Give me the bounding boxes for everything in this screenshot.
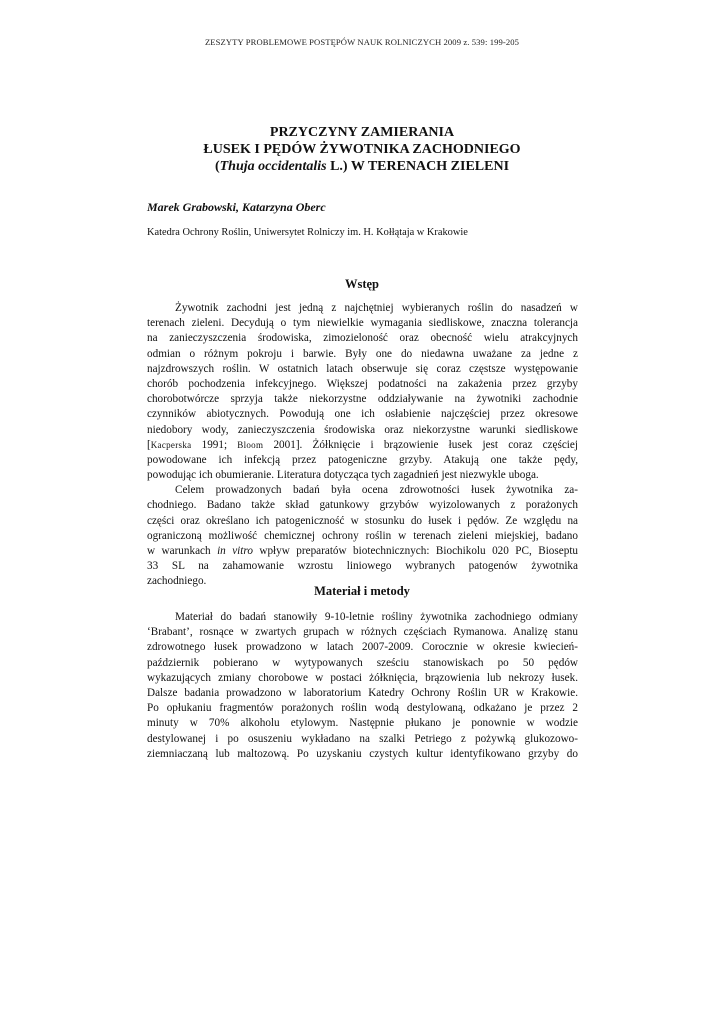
body-line: czynników abiotycznych. Powodują one ich osłabienie najczęściej przez okresowe	[147, 408, 578, 421]
title-line-1: PRZYCZYNY ZAMIERANIA	[269, 125, 455, 140]
in-vitro-pre: w warunkach	[147, 545, 218, 557]
affiliation: Katedra Ochrony Roślin, Uniwersytet Rolniczy im. H. Kołłątaja w Krakowie	[147, 227, 468, 238]
body-line: powodowane ich infekcją przez patogeniczne grzyby. Atakują one także pędy,	[147, 453, 578, 466]
section-wstep-body	[147, 301, 578, 590]
body-line: części oraz określano ich patogeniczność w stosunku do łusek i pędów. Ze względu na	[147, 514, 578, 527]
body-line: 33 SL na zahamowanie wzrostu liniowego wybranych patogenów żywotnika	[147, 560, 578, 573]
title-paren-open: (	[214, 159, 220, 174]
body-line-in-vitro	[147, 544, 578, 559]
body-line: minuty w 70% alkoholu etylowym. Następnie płukano je ponownie w wodzie	[147, 717, 578, 730]
body-line: destylowanej i po osuszeniu wykładano na szalki Petriego z pożywką glukozowo-	[147, 732, 578, 745]
authors: Marek Grabowski, Katarzyna Oberc	[147, 200, 326, 214]
body-line: Materiał do badań stanowiły 9-10-letnie rośliny żywotnika zachodniego odmiany	[175, 611, 578, 623]
title-line-3	[0, 158, 724, 175]
title-latin-name: Thuja occidentalis	[219, 159, 327, 174]
body-line: ograniczoną możliwość chemicznej ochrony roślin w terenach zieleni miejskiej, badano	[147, 529, 578, 542]
body-line: zdrowotnego łusek prowadzono w latach 2007-2009. Corocznie w okresie kwiecień-	[147, 641, 578, 654]
body-line: Po opłukaniu fragmentów porażonych roślin wodą destylowaną, odkażano je przez 2	[147, 702, 578, 715]
body-line: Żywotnik zachodni jest jedną z najchętniej wybieranych roślin do nasadzeń w	[175, 302, 578, 314]
citation-bloom: Bloom	[237, 439, 264, 450]
body-line: najzdrowszych roślin. W ostatnich latach obserwuje się coraz częstsze występowanie	[147, 362, 578, 375]
body-line: niedobory wody, zanieczyszczenia środowiska oraz niekorzystne warunki siedliskowe	[147, 423, 578, 436]
citation-rest: 2001]. Żółknięcie i brązowienie łusek jest coraz częściej	[263, 438, 578, 451]
title-line-3-rest: L.) W TERENACH ZIELENI	[326, 159, 510, 174]
body-line: zachodniego.	[147, 575, 207, 588]
body-line: chorobotwórcze sprzyja także niekorzystne oddziaływanie na żywotniki zachodnie	[147, 393, 578, 406]
body-line: ziemniaczaną lub maltozową. Po uzyskaniu czystych kultur identyfikowano grzyby do	[147, 747, 578, 760]
body-line: październik pobierano w wytypowanych sześciu stanowiskach po 50 pędów	[147, 656, 578, 669]
body-line: terenach zieleni. Decydują o tym niewielkie wymagania siedliskowe, znaczna tolerancja	[147, 317, 578, 330]
body-line: ‘Brabant’, rosnące w zwartych grupach w różnych częściach Rymanowa. Analizę stanu	[147, 626, 578, 639]
in-vitro-term: in vitro	[217, 545, 253, 557]
section-heading-wstep: Wstęp	[344, 277, 380, 291]
citation-kacperska: Kacperska	[150, 439, 192, 450]
body-line: Dalsze badania prowadzono w laboratorium Katedry Ochrony Roślin UR w Krakowie.	[147, 686, 578, 699]
section-heading-material: Materiał i metody	[314, 584, 410, 598]
body-line: odmian o różnym pokroju i barwie. Były one do niedawna uważane za jedne z	[147, 347, 578, 360]
citation-year-1: 1991;	[191, 438, 238, 451]
section-material-body	[147, 610, 578, 762]
paper-title	[0, 124, 724, 175]
body-line-citation	[147, 438, 578, 453]
body-line: na zanieczyszczenia środowiska, zimozieloność oraz obecność wielu atrakcyjnych	[147, 332, 578, 345]
citation-bracket: [	[147, 438, 151, 451]
body-line: chodniego. Badano także skład gatunkowy grzybów wyizolowanych z porażonych	[147, 499, 578, 512]
body-line: wykazujących zmiany chorobowe w postaci żółknięcia, brązowienia lub nekrozy łusek.	[147, 671, 578, 684]
in-vitro-post: wpływ preparatów biotechnicznych: Biochikolu 020 PC, Bioseptu	[252, 545, 579, 557]
running-header: ZESZYTY PROBLEMOWE POSTĘPÓW NAUK ROLNICZYCH 2009 z. 539: 199-205	[204, 37, 520, 47]
body-line: powodując ich obumieranie. Literatura dotycząca tych zagadnień jest niezwykle uboga.	[147, 469, 539, 482]
body-line: Celem prowadzonych badań była ocena zdrowotności łusek żywotnika za-	[175, 484, 578, 497]
title-line-2: ŁUSEK I PĘDÓW ŻYWOTNIKA ZACHODNIEGO	[203, 142, 521, 157]
body-line: chorób pochodzenia infekcyjnego. Większej podatności na zakażenia przez grzyby	[147, 377, 578, 390]
